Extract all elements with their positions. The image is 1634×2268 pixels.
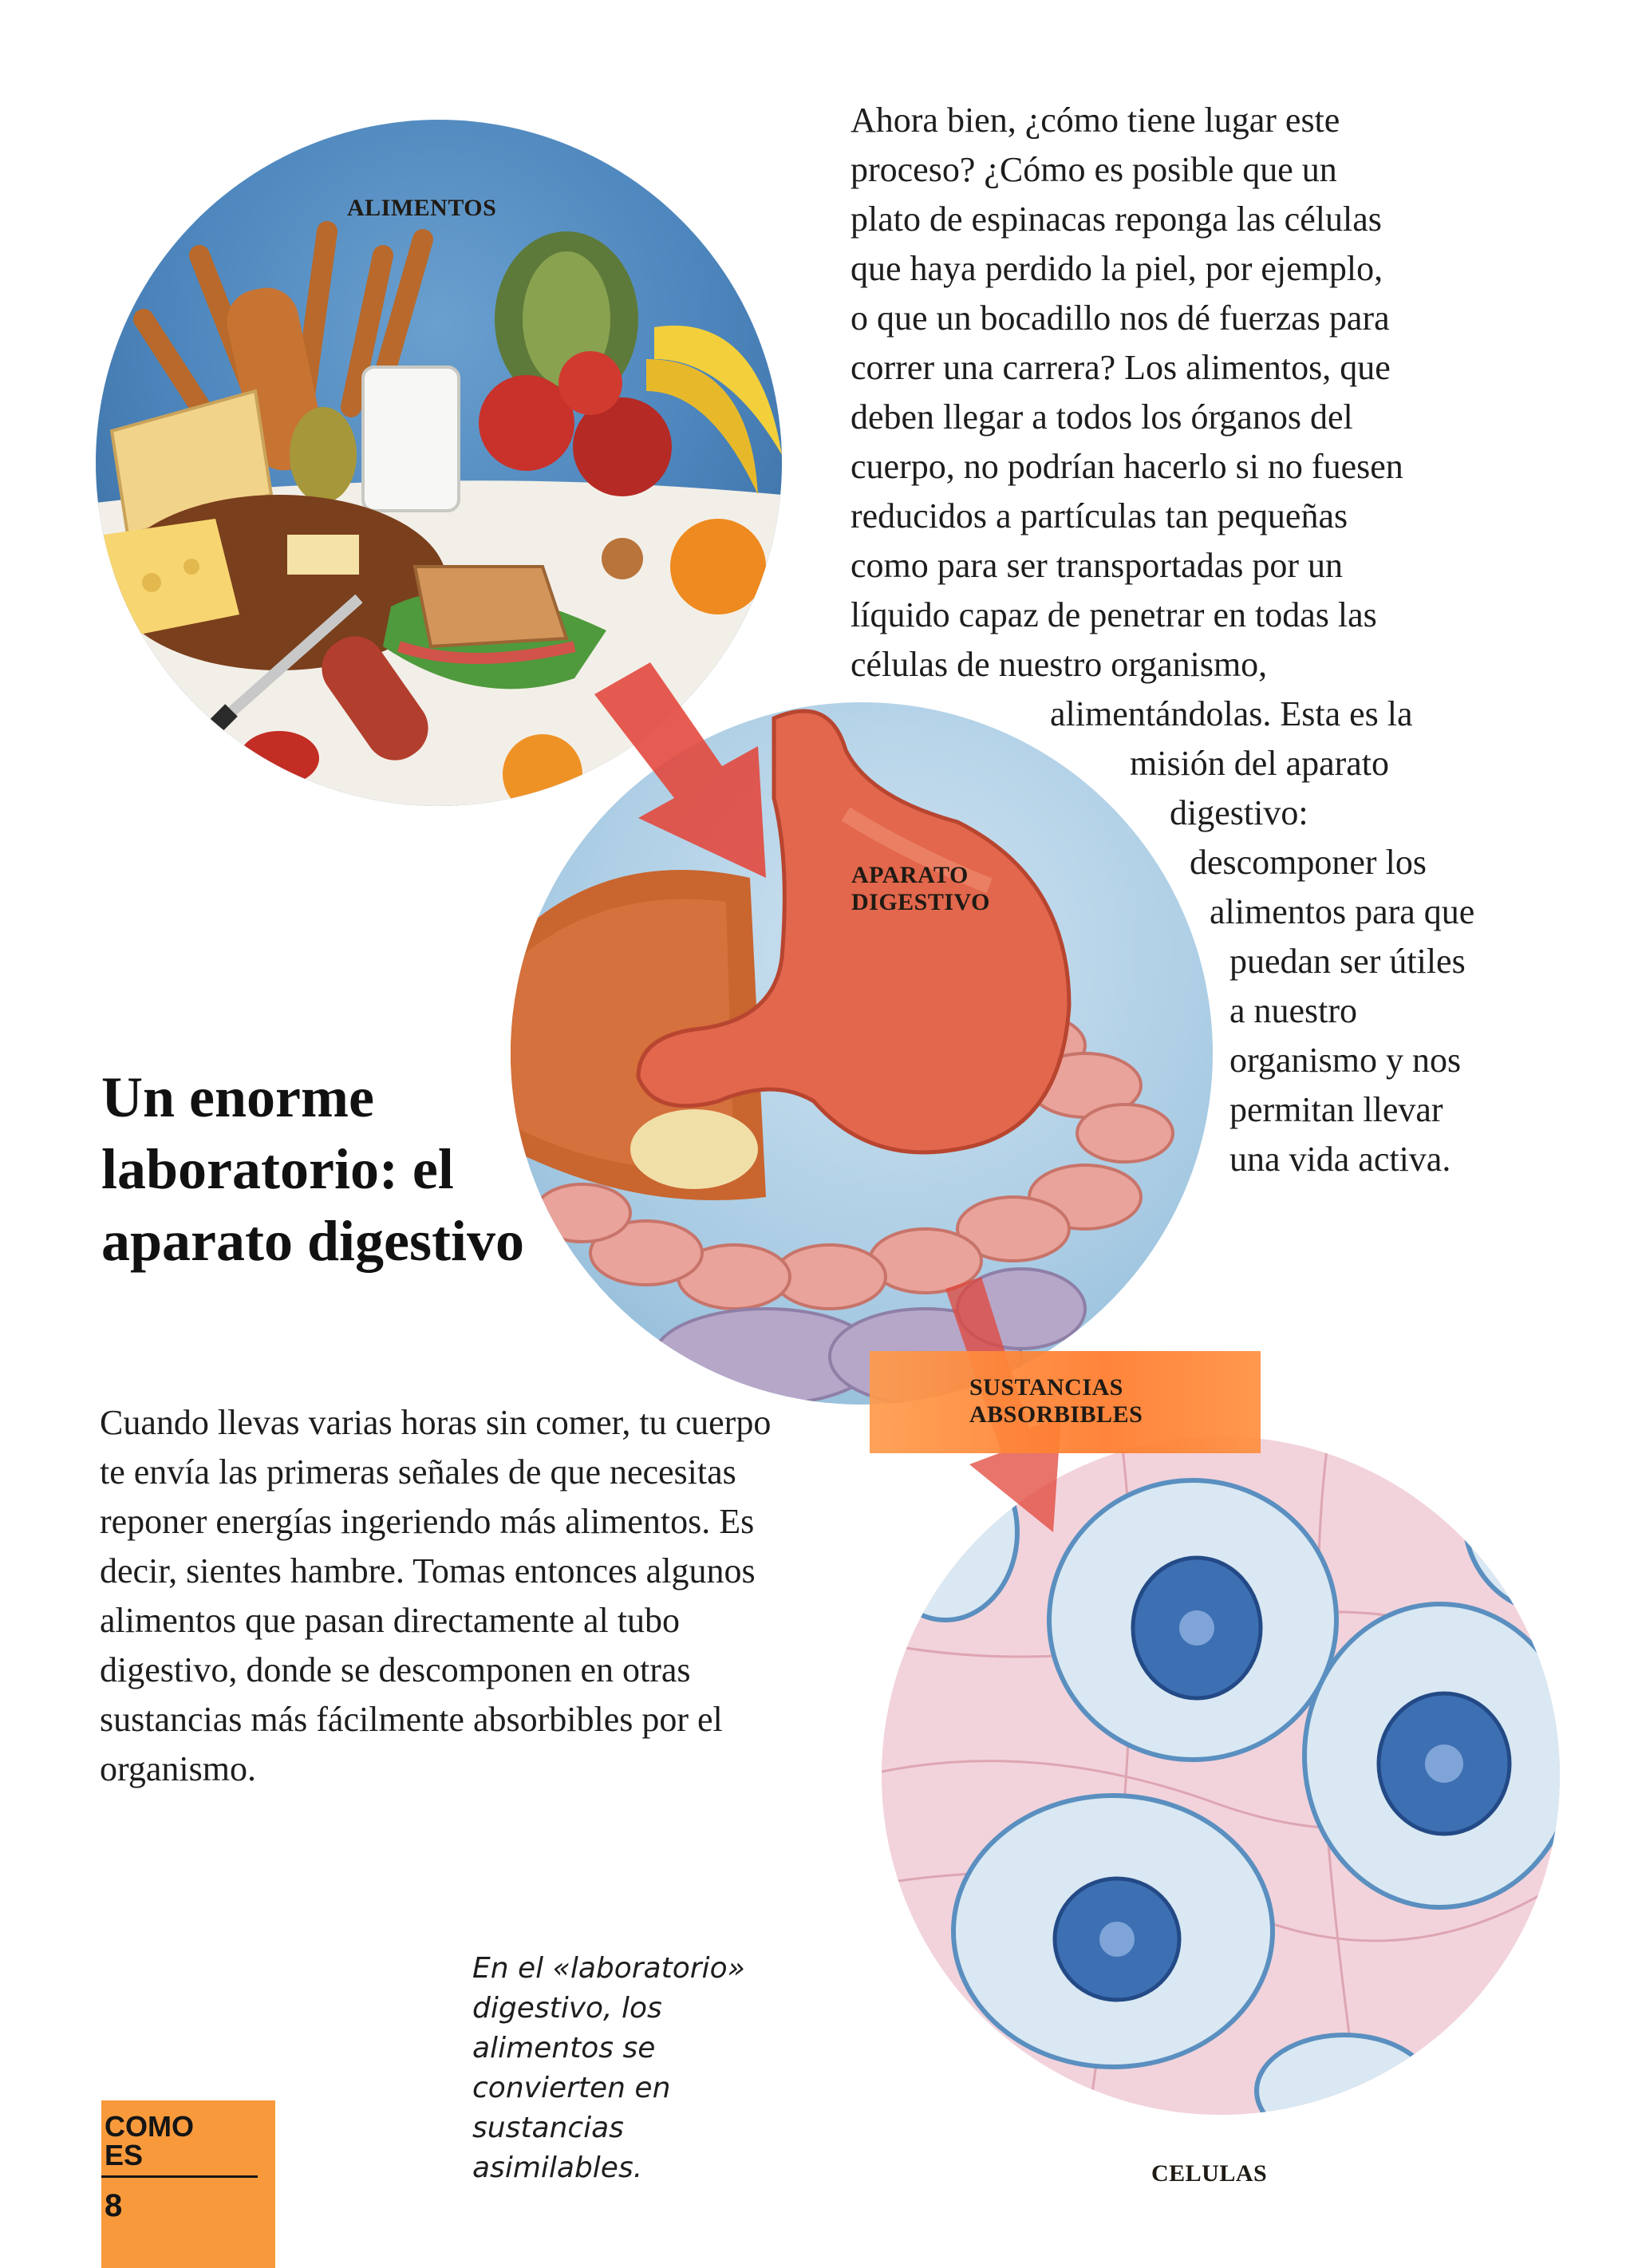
- intro-line: correr una carrera? Los alimentos, que: [851, 348, 1391, 387]
- intro-line: como para ser transportadas por un: [851, 546, 1344, 585]
- intro-line: misión del aparato: [1130, 744, 1390, 783]
- label-sustancias-line2: ABSORBIBLES: [969, 1401, 1143, 1428]
- tab-series-line1: COMO: [105, 2110, 194, 2143]
- intro-line: células de nuestro organismo,: [851, 645, 1268, 684]
- intro-line: una vida activa.: [1229, 1140, 1451, 1179]
- intro-line: líquido capaz de penetrar en todas las: [851, 595, 1377, 634]
- tab-series-line2: ES: [105, 2139, 144, 2171]
- intro-line: reducidos a partículas tan pequeñas: [851, 496, 1348, 535]
- arrow-food-to-digestive: [594, 662, 766, 878]
- intro-line: plato de espinacas reponga las células: [851, 200, 1382, 239]
- label-aparato-line1: APARATO: [851, 862, 969, 888]
- intro-line: Ahora bien, ¿cómo tiene lugar este: [851, 101, 1340, 140]
- intro-line: puedan ser útiles: [1229, 942, 1466, 981]
- label-celulas: CELULAS: [1151, 2160, 1268, 2187]
- intro-line: descomponer los: [1190, 843, 1427, 882]
- intro-line: digestivo:: [1170, 793, 1308, 832]
- page-number: 8: [105, 2188, 123, 2223]
- intro-line: a nuestro: [1229, 991, 1358, 1030]
- intro-line: organismo y nos: [1229, 1041, 1462, 1080]
- label-alimentos: ALIMENTOS: [347, 195, 497, 221]
- intro-line: cuerpo, no podrían hacerlo si no fuesen: [851, 447, 1403, 486]
- intro-line: alimentándolas. Esta es la: [1050, 694, 1413, 733]
- intro-line: deben llegar a todos los órganos del: [851, 397, 1353, 437]
- intro-line: o que un bocadillo nos dé fuerzas para: [851, 298, 1390, 338]
- intro-line: alimentos para que: [1210, 892, 1475, 931]
- intro-line: proceso? ¿Cómo es posible que un: [851, 150, 1337, 189]
- intro-line: que haya perdido la piel, por ejemplo,: [851, 249, 1383, 288]
- label-sustancias-line1: SUSTANCIAS: [969, 1374, 1123, 1401]
- label-sustancias-absorbibles: [969, 1374, 1143, 1428]
- intro-line: permitan llevar: [1229, 1090, 1443, 1129]
- tab-divider: [101, 2175, 258, 2178]
- figure-caption: En el «laboratorio» digestivo, los alimentos se convierten en sustancias asimilables.: [472, 1952, 745, 2184]
- section-heading: Un enorme laboratorio: el aparato digestivo: [101, 1065, 524, 1273]
- body-paragraph: Cuando llevas varias horas sin comer, tu cuerpo te envía las primeras señales de que necesitas reponer energías ingeriendo más alimentos. Es decir, sientes hambre. Tomas entonces algunos alimentos que pasan directamente al tubo digestivo, donde se descomponen en otras sustancias más fácilmente absorbibles por el organismo.: [100, 1403, 772, 1788]
- label-aparato-line2: DIGESTIVO: [851, 889, 990, 915]
- corner-tab: [101, 2100, 275, 2268]
